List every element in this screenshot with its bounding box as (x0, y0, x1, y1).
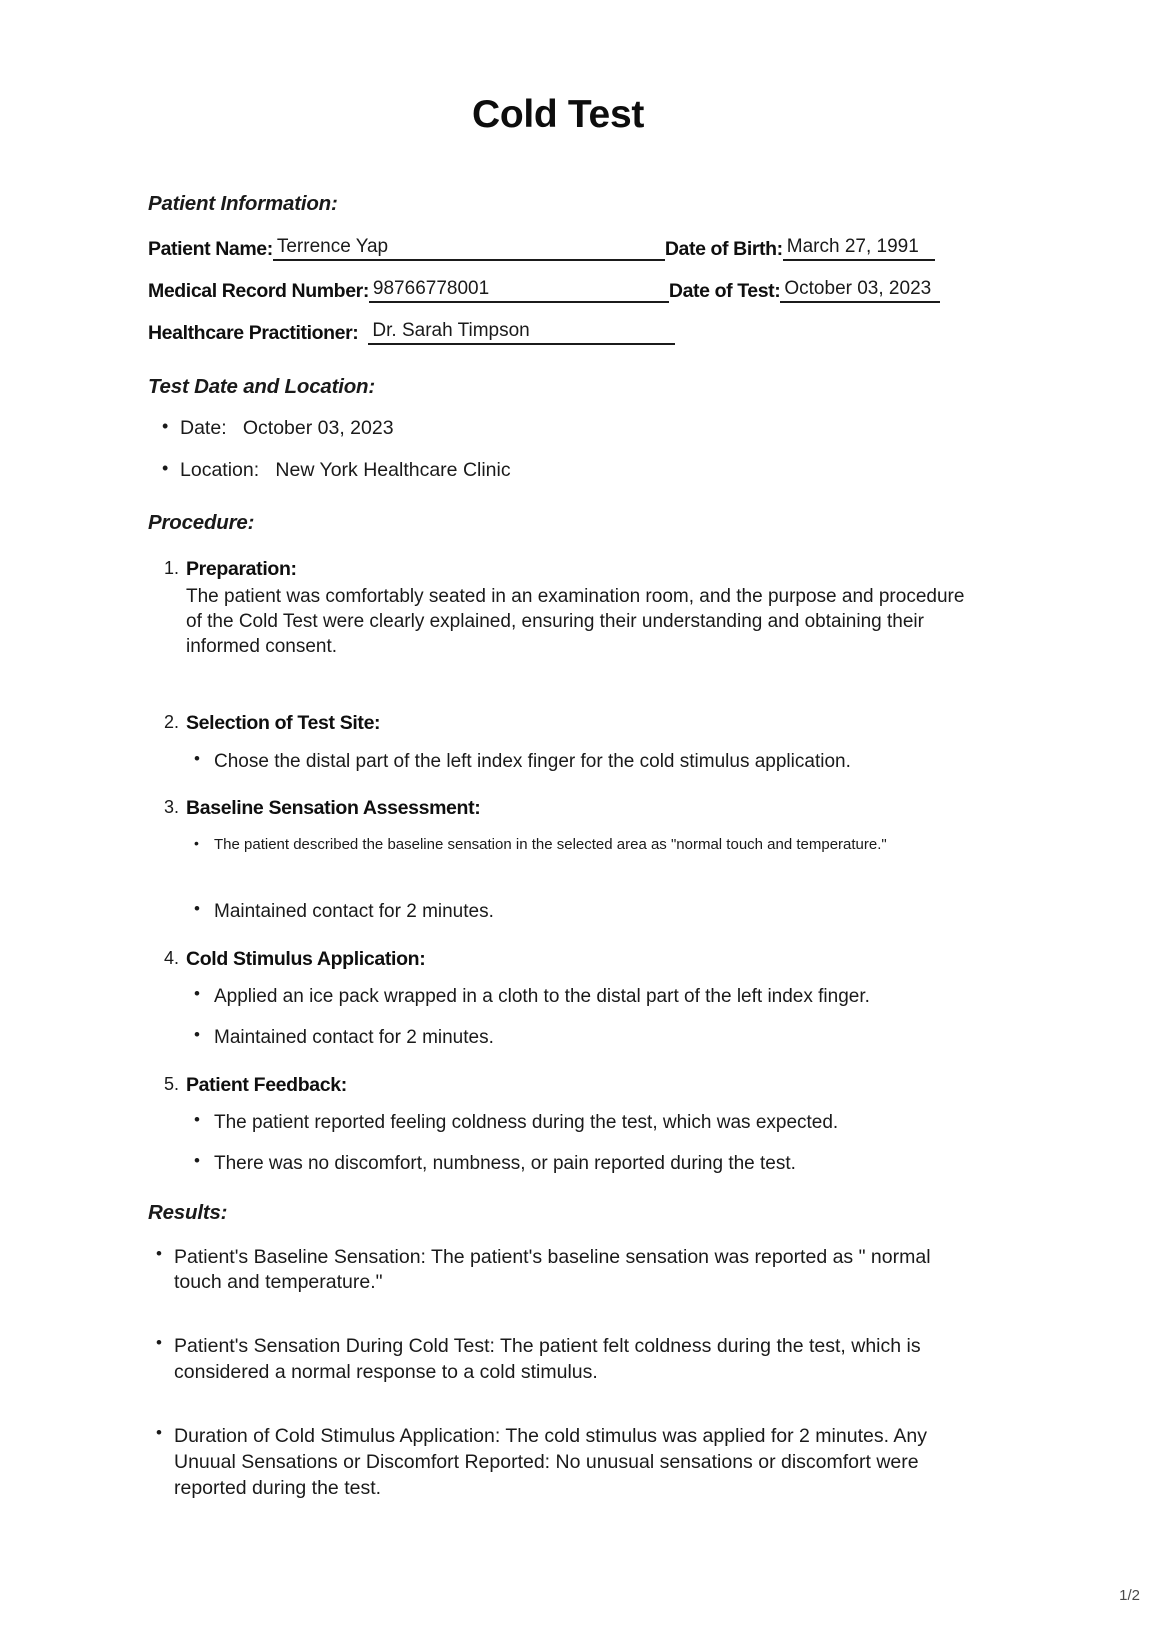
medical-record-number-label: Medical Record Number: (148, 280, 369, 303)
procedure-step-3 (148, 796, 968, 925)
section-heading-test-date-location: Test Date and Location: (148, 374, 375, 398)
list-item: • Maintained contact for 2 minutes. (186, 1026, 968, 1051)
procedure-step-title: Selection of Test Site: (186, 712, 381, 735)
date-of-birth-label: Date of Birth: (664, 238, 783, 261)
page-title: Cold Test (471, 93, 645, 136)
date-of-birth-value[interactable]: March 27, 1991 (783, 236, 935, 261)
location-value: New York Healthcare Clinic (275, 458, 511, 481)
healthcare-practitioner-label: Healthcare Practitioner: (148, 322, 359, 345)
procedure-list (148, 557, 968, 1176)
list-item: • The patient reported feeling coldness during the test, which was expected. (186, 1111, 968, 1136)
list-item: • Duration of Cold Stimulus Application: The cold stimulus was applied for 2 minutes. Any Unuual Sensations or Discomfort Reported: No unusual sensations or discomfort were reported during the test. (148, 1424, 968, 1502)
procedure-step-1 (148, 557, 968, 659)
list-item (148, 416, 968, 441)
date-value: October 03, 2023 (242, 416, 394, 439)
procedure-step-4 (148, 947, 968, 1051)
date-of-test-label: Date of Test: (668, 280, 781, 303)
list-item: • Applied an ice pack wrapped in a cloth to the distal part of the left index finger. (186, 985, 968, 1010)
section-heading-patient-information: Patient Information: (148, 192, 338, 215)
procedure-step-title: Cold Stimulus Application: (186, 948, 426, 971)
procedure-step-body: The patient was comfortably seated in an examination room, and the purpose and procedure of the Cold Test were clearly explained, ensuring their understanding and obtaining their informed consent. (186, 585, 965, 658)
document-body (148, 0, 968, 1502)
field-row-mrn-dot (148, 278, 968, 303)
procedure-step-bullets (186, 1111, 968, 1176)
section-heading-procedure: Procedure: (148, 511, 255, 535)
page-number: 1/2 (1119, 1587, 1140, 1604)
patient-name-value[interactable]: Terrence Yap (273, 236, 665, 261)
results-list (148, 1245, 968, 1502)
list-item: • Patient's Baseline Sensation: The patient's baseline sensation was reported as " normal touch and temperature." (148, 1245, 968, 1297)
procedure-step-bullets (186, 750, 968, 775)
date-of-test-value[interactable]: October 03, 2023 (780, 278, 940, 303)
date-label: Date: (180, 416, 227, 439)
procedure-step-title: Preparation: (186, 558, 297, 581)
procedure-step-title: Baseline Sensation Assessment: (186, 797, 481, 820)
test-date-location-list (148, 416, 968, 484)
list-item: • The patient described the baseline sensation in the selected area as "normal touch and temperature." (186, 835, 968, 855)
procedure-step-2 (148, 711, 968, 774)
procedure-step-5 (148, 1073, 968, 1177)
medical-record-number-value[interactable]: 98766778001 (369, 278, 669, 303)
procedure-step-bullets (186, 835, 968, 925)
list-item: • Chose the distal part of the left index finger for the cold stimulus application. (186, 750, 968, 775)
patient-name-label: Patient Name: (148, 238, 273, 261)
list-item: • There was no discomfort, numbness, or pain reported during the test. (186, 1152, 968, 1177)
section-heading-results: Results: (148, 1200, 228, 1224)
field-row-name-dob (148, 236, 968, 261)
list-item: • Maintained contact for 2 minutes. (186, 900, 968, 925)
location-label: Location: (180, 458, 260, 481)
healthcare-practitioner-value[interactable]: Dr. Sarah Timpson (368, 320, 675, 345)
procedure-step-title: Patient Feedback: (186, 1073, 347, 1096)
procedure-step-bullets (186, 985, 968, 1050)
list-item: • Patient's Sensation During Cold Test: The patient felt coldness during the test, which is considered a normal response to a cold stimulus. (148, 1334, 968, 1386)
field-row-practitioner (148, 320, 968, 345)
list-item (148, 458, 968, 483)
